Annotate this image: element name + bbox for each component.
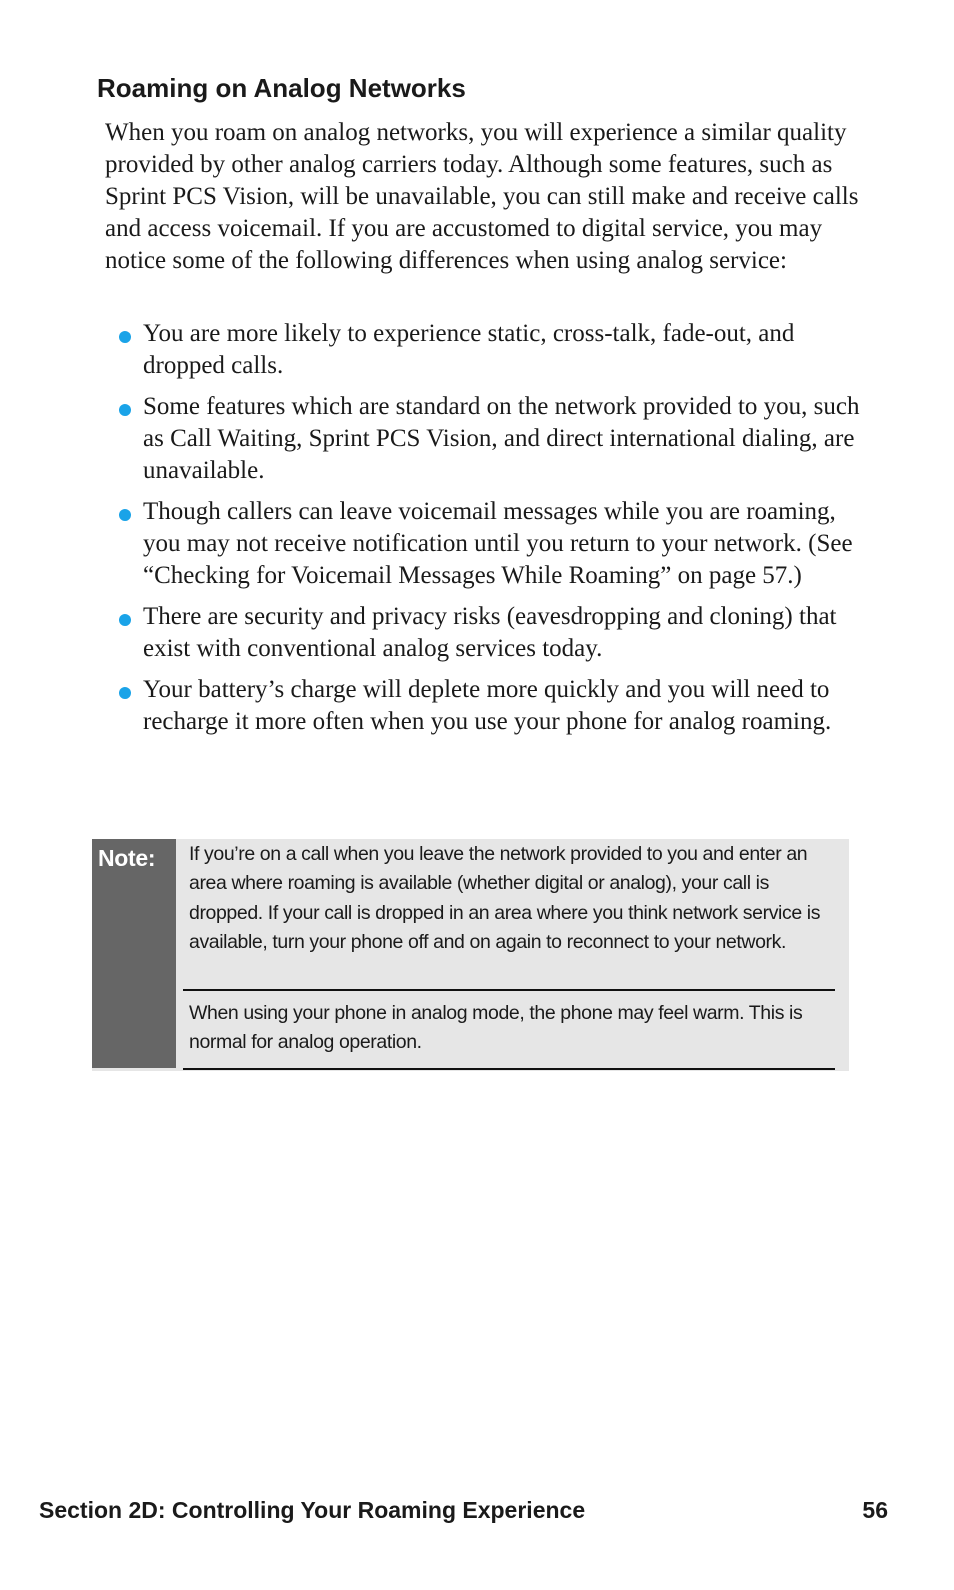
page-number: 56 — [862, 1497, 888, 1523]
bullet-dot-icon — [119, 687, 131, 699]
list-item — [115, 391, 865, 487]
bullet-dot-icon — [119, 509, 131, 521]
list-item — [115, 601, 865, 665]
bullet-dot-icon — [119, 614, 131, 626]
list-item — [115, 674, 865, 738]
list-item-text: You are more likely to experience static, cross-talk, fade-out, and dropped calls. — [143, 320, 795, 379]
note-label: Note: — [98, 845, 156, 871]
note-divider — [183, 1068, 835, 1070]
list-item-text: Though callers can leave voicemail messages while you are roaming, you may not receive notification until you return to your network. (See “Checking for Voicemail Messages While Roaming” on page 57.) — [143, 498, 853, 589]
footer-section-title: Section 2D: Controlling Your Roaming Experience — [39, 1497, 586, 1523]
list-item — [115, 496, 865, 592]
note-label-column — [92, 839, 176, 1068]
list-item-text: Some features which are standard on the network provided to you, such as Call Waiting, Sprint PCS Vision, and direct international dialing, are unavailable. — [143, 393, 860, 484]
list-item-text: Your battery’s charge will deplete more quickly and you will need to recharge it more often when you use your phone for analog roaming. — [143, 676, 832, 735]
bullet-dot-icon — [119, 331, 131, 343]
section-heading: Roaming on Analog Networks — [97, 73, 466, 103]
note-paragraph-2: When using your phone in analog mode, the phone may feel warm. This is normal for analog operation. — [189, 1002, 803, 1054]
list-item-text: There are security and privacy risks (eavesdropping and cloning) that exist with conventional analog services today. — [143, 603, 837, 662]
list-item — [115, 318, 865, 382]
bullet-dot-icon — [119, 404, 131, 416]
intro-paragraph: When you roam on analog networks, you will experience a similar quality provided by other analog carriers today. Although some features, such as Sprint PCS Vision, will be unavailable, you can still make and receive calls and access voicemail. If you are accustomed to digital service, you may notice some of the following differences when using analog service: — [105, 119, 859, 274]
note-divider — [183, 989, 835, 991]
differences-list — [115, 318, 865, 747]
note-paragraph-1: If you’re on a call when you leave the network provided to you and enter an area where roaming is available (whether digital or analog), your call is dropped. If your call is dropped in an area where you think network service is available, turn your phone off and on again to reconnect to your network. — [189, 843, 821, 953]
note-box — [92, 839, 849, 1071]
